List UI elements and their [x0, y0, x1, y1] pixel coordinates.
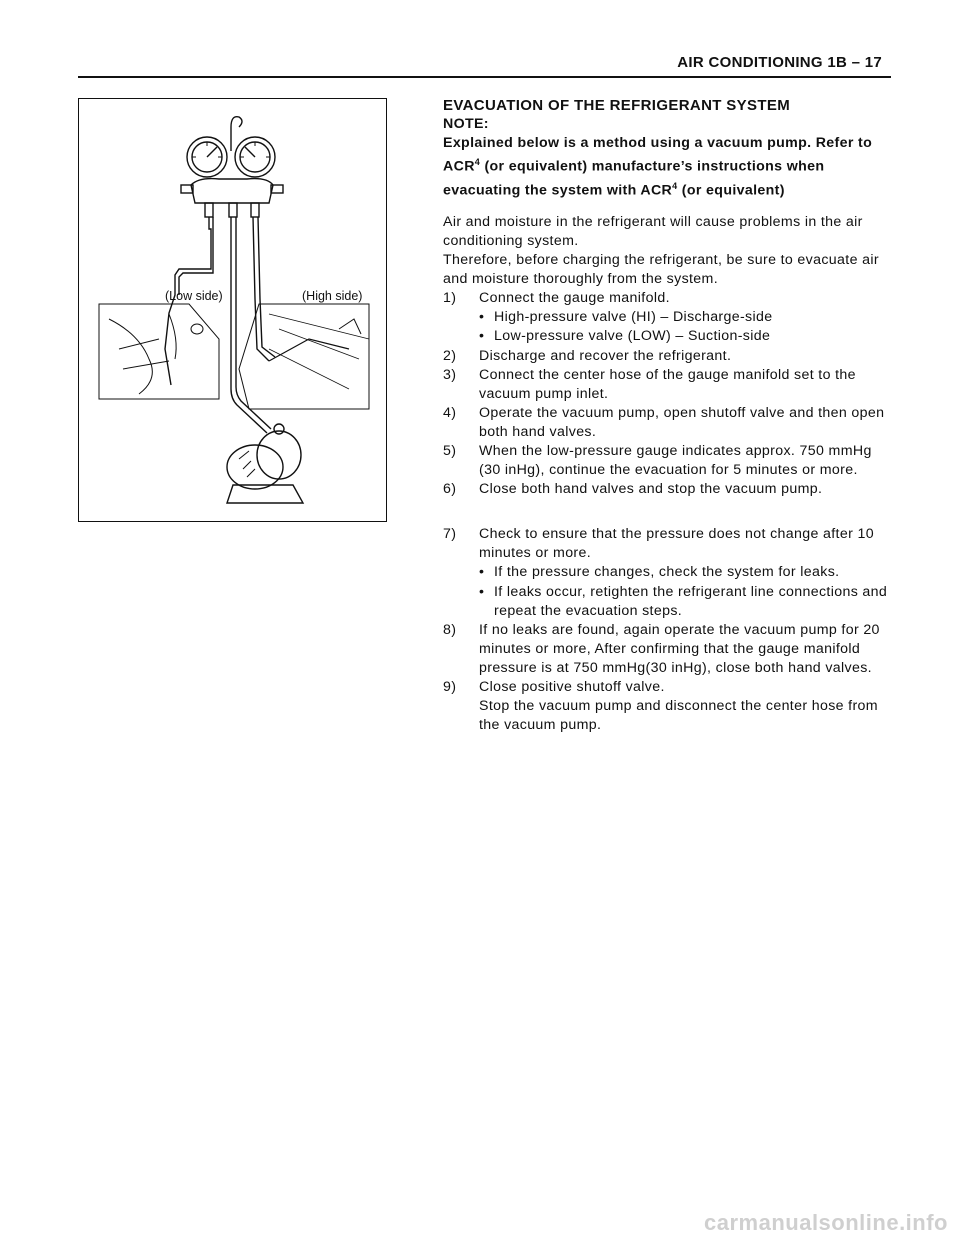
spacer — [443, 499, 888, 525]
step-number: 1) — [443, 290, 457, 307]
bullet-mark: • — [479, 309, 485, 326]
step-text: Operate the vacuum pump, open shutoff valve and then open both hand valves. — [479, 404, 885, 440]
step-item — [443, 366, 888, 404]
bullet-mark: • — [479, 564, 485, 581]
step-number: 9) — [443, 679, 457, 695]
step-number: 6) — [443, 481, 457, 498]
step-item — [443, 525, 888, 563]
step-text-line: Close positive shutoff valve. — [479, 679, 665, 695]
step-extra-text: Stop the vacuum pump and disconnect the center hose from the vacuum pump. — [479, 698, 878, 734]
note-superscript-1: 4 — [474, 157, 481, 168]
bullet-text: Low-pressure valve (LOW) – Suction-side — [494, 328, 771, 345]
step-number: 3) — [443, 366, 457, 383]
step-item — [443, 347, 888, 366]
step-item — [443, 404, 888, 442]
note-superscript-2: 4 — [672, 181, 678, 192]
note-text — [443, 134, 888, 201]
note-label: NOTE: — [443, 116, 489, 132]
step-item — [443, 621, 888, 678]
step-text: When the low-pressure gauge indicates approx. 750 mmHg (30 inHg), continue the evacuation for 5 minutes or more. — [479, 442, 872, 479]
bullet-text: High-pressure valve (HI) – Discharge-side — [494, 309, 773, 326]
step-item — [443, 442, 888, 480]
note-text-part-2: (or equivalent) manufacture’s instructions when evacuating the system with ACR — [443, 158, 825, 199]
step-text — [479, 678, 888, 735]
bullet-item — [479, 563, 888, 582]
bullet-text: If leaks occur, retighten the refrigerant line connections and repeat the evacuation steps. — [494, 583, 888, 619]
step-number: 7) — [443, 526, 457, 543]
step-text: Discharge and recover the refrigerant. — [479, 347, 732, 364]
low-side-label: (Low side) — [165, 289, 223, 303]
bullet-item — [479, 583, 888, 621]
step-text: If no leaks are found, again operate the vacuum pump for 20 minutes or more, After confirming that the gauge manifold pressure is at 750 mmHg(30 inHg), close both hand valves. — [479, 621, 880, 676]
step-number: 4) — [443, 404, 457, 421]
step-text: Connect the gauge manifold. — [479, 290, 670, 307]
section-title: EVACUATION OF THE REFRIGERANT SYSTEM — [443, 97, 791, 114]
watermark: carmanualsonline.info — [704, 1210, 948, 1235]
evacuation-diagram — [78, 98, 387, 522]
note-text-part-3: (or equivalent) — [677, 182, 785, 199]
bullet-item — [479, 308, 888, 327]
header-rule — [78, 76, 891, 78]
bullet-mark: • — [479, 328, 485, 345]
gauge-manifold-illustration — [79, 99, 387, 522]
step-item — [443, 480, 888, 499]
step-text: Check to ensure that the pressure does not change after 10 minutes or more. — [479, 526, 874, 562]
note-text-part-1: Explained below is a method using a vacuum pump. Refer to ACR — [443, 135, 873, 175]
intro-paragraph-1: Air and moisture in the refrigerant will cause problems in the air conditioning system. — [443, 213, 863, 249]
step-number: 2) — [443, 347, 457, 364]
header-title: AIR CONDITIONING 1B – 17 — [677, 54, 882, 71]
high-side-label: (High side) — [302, 289, 363, 303]
intro-paragraph-2: Therefore, before charging the refrigerant, be sure to evacuate air and moisture thoroughly from the system. — [443, 252, 879, 288]
step-text: Connect the center hose of the gauge manifold set to the vacuum pump inlet. — [479, 366, 856, 402]
bullet-item — [479, 327, 888, 346]
bullet-mark: • — [479, 583, 485, 600]
procedure-content — [443, 96, 888, 735]
step-item — [443, 289, 888, 308]
step-text: Close both hand valves and stop the vacuum pump. — [479, 481, 823, 498]
step-number: 5) — [443, 442, 457, 459]
step-item — [443, 678, 888, 735]
bullet-text: If the pressure changes, check the system for leaks. — [494, 564, 840, 581]
step-number: 8) — [443, 621, 457, 638]
